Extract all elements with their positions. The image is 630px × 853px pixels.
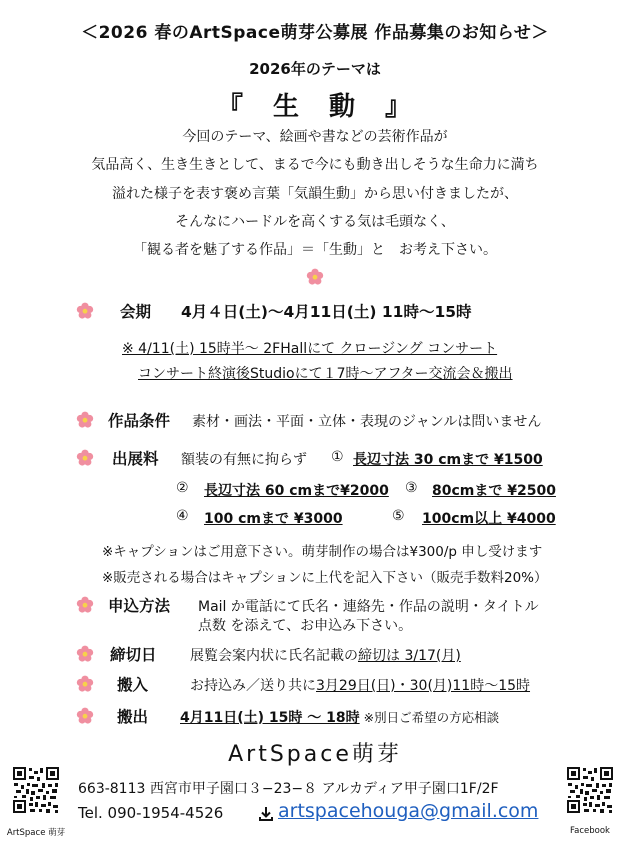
email-link[interactable]: artspacehouga@gmail.com: [278, 800, 539, 822]
fee-item: 長辺寸法 30 cmまで ¥1500: [353, 452, 543, 468]
intro-line: 気品高く、生き生きとして、まるで今にも動き出しそうな生命力に満ち: [91, 157, 539, 173]
download-icon: [258, 806, 274, 822]
fee-item: 80cmまで ¥2500: [432, 483, 556, 499]
period-note: コンサート終演後Studioにて１7時～アフター交流会＆搬出: [138, 366, 513, 382]
fee-item-num: ②: [176, 480, 189, 496]
fee-item-num: ④: [176, 508, 189, 524]
fee-item-num: ⑤: [392, 508, 405, 524]
intro-line: 「観る者を魅了する作品」＝「生動」と お考え下さい。: [133, 242, 497, 258]
period-label: 会期: [120, 303, 152, 321]
fee-item: 100 cmまで ¥3000: [204, 511, 343, 527]
fee-item-num: ①: [331, 449, 344, 465]
intro-line: 今回のテーマ、絵画や書などの芸術作品が: [182, 129, 448, 145]
sakura-icon: [76, 675, 94, 693]
qr-code-icon[interactable]: [12, 766, 60, 814]
period-note: ※ 4/11(土) 15時半～ 2FHallにて クロージング コンサート: [122, 341, 498, 357]
carry-out-value: 4月11日(土) 15時 ～ 18時 ※別日ご希望の方応相談: [180, 710, 500, 726]
page-title: ＜2026 春のArtSpace萌芽公募展 作品募集のお知らせ＞: [81, 23, 549, 43]
qr-code-icon[interactable]: [566, 766, 614, 814]
fee-note: ※販売される場合はキャプションに上代を記入下さい（販売手数料20%）: [102, 570, 548, 586]
sakura-icon: [76, 302, 94, 320]
qr-left-caption: ArtSpace 萌芽: [6, 828, 66, 838]
conditions-value: 素材・画法・平面・立体・表現のジャンルは問いません: [192, 414, 542, 430]
fee-label: 出展料: [112, 450, 159, 468]
apply-line: Mail か電話にて氏名・連絡先・作品の説明・タイトル: [198, 599, 539, 615]
brand-name: ArtSpace萌芽: [228, 742, 402, 767]
fee-note: ※キャプションはご用意下さい。萌芽制作の場合は¥300/p 申し受けます: [102, 544, 543, 560]
sakura-icon: [76, 596, 94, 614]
fee-item: 100cm以上 ¥4000: [422, 511, 556, 527]
sakura-icon: [76, 707, 94, 725]
sakura-icon: [76, 411, 94, 429]
apply-line: 点数 を添えて、お申込み下さい。: [198, 618, 413, 634]
period-value: 4月４日(土)～4月11日(土) 11時～15時: [181, 303, 472, 321]
fee-item: 長辺寸法 60 cmまで¥2000: [204, 483, 389, 499]
intro-line: 溢れた様子を表す褒め言葉「気韻生動」から思い付きましたが、: [112, 186, 518, 202]
carry-in-label: 搬入: [117, 676, 149, 694]
sakura-icon: [76, 645, 94, 663]
theme-title: 『 生 動 』: [216, 92, 413, 122]
theme-label: 2026年のテーマは: [249, 60, 381, 78]
carry-in-value: お持込み／送り共に3月29日(日)・30(月)11時～15時: [190, 678, 531, 694]
tel: Tel. 090-1954-4526: [78, 804, 224, 822]
fee-prefix: 額装の有無に拘らず: [181, 452, 307, 468]
address: 663-8113 西宮市甲子園口３−23−８ アルカディア甲子園口1F/2F: [78, 781, 499, 797]
sakura-icon: [76, 449, 94, 467]
conditions-label: 作品条件: [108, 412, 171, 430]
sakura-icon: [306, 268, 324, 286]
deadline-value: 展覧会案内状に氏名記載の締切は 3/17(月): [190, 648, 461, 664]
intro-line: そんなにハードルを高くする気は毛頭なく、: [175, 214, 455, 230]
deadline-label: 締切日: [110, 646, 157, 664]
carry-out-label: 搬出: [117, 708, 149, 726]
qr-right-caption: Facebook: [570, 826, 610, 836]
apply-label: 申込方法: [108, 597, 171, 615]
fee-item-num: ③: [405, 480, 418, 496]
